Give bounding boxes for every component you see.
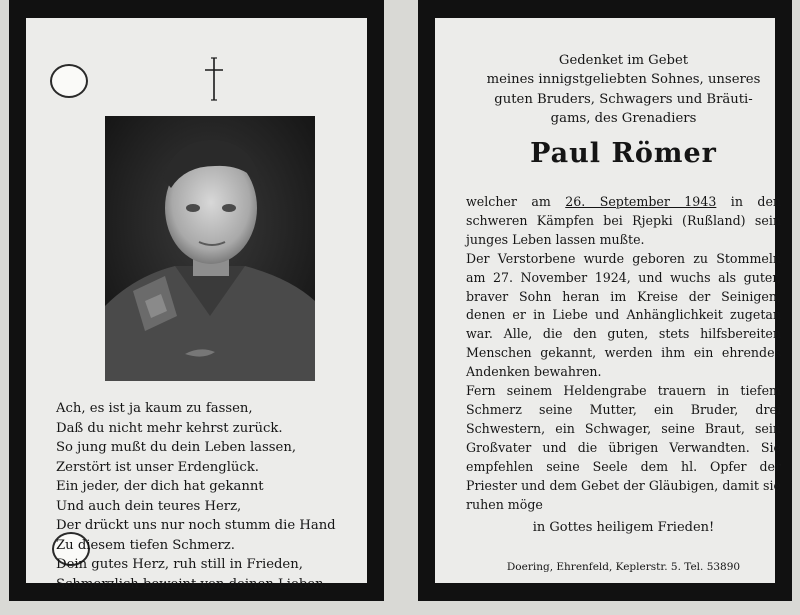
memorial-card-left bbox=[9, 0, 384, 601]
poem-line: Daß du nicht mehr kehrst zurück. bbox=[56, 420, 283, 436]
punch-hole bbox=[50, 64, 88, 98]
memorial-card-right bbox=[418, 0, 792, 601]
obituary-text bbox=[466, 193, 781, 514]
heading: Gedenket im Gebet bbox=[558, 53, 689, 68]
card-right-inner bbox=[435, 18, 782, 583]
poem-line: Der drückt uns nur noch stumm die Hand bbox=[56, 518, 336, 533]
death-text-b: in den schweren Kämpfen bei Rjepki (Rußland) sein junges Leben lassen mußte. bbox=[466, 194, 782, 247]
intro-line: guten Bruders, Schwagers und Bräuti- bbox=[494, 91, 753, 107]
poem-line: Dein gutes Herz, ruh still in Frieden, bbox=[56, 557, 303, 572]
printer-imprint: Doering, Ehrenfeld, Keplerstr. 5. Tel. 53890 bbox=[506, 561, 741, 573]
poem-line: So jung mußt du dein Leben lassen, bbox=[56, 440, 297, 455]
intro-line: meines innigstgeliebten Sohnes, unseres bbox=[486, 72, 761, 88]
intro-line: gams, des Grenadiers bbox=[550, 111, 697, 127]
poem bbox=[56, 399, 371, 594]
card-left-inner bbox=[26, 18, 367, 592]
portrait-photo bbox=[105, 116, 315, 381]
cross-icon bbox=[202, 56, 226, 102]
poem-line: Zerstört ist unser Erdenglück. bbox=[56, 459, 259, 475]
poem-line: Schmerzlich beweint von deinen Lieben. bbox=[56, 576, 328, 592]
poem-line: Ach, es ist ja kaum zu fassen, bbox=[56, 401, 253, 416]
paragraph-mourners: Fern seinem Heldengrabe trauern in tiefem Schmerz seine Mutter, ein Bruder, drei Schwestern, ein Schwager, seine Braut, sein Großvater und die übrigen Verwandten. Sie empfehlen seine Seele dem hl. Opfer der Priester und dem Gebet der Gläubigen, damit sie ruhen möge bbox=[466, 383, 781, 512]
death-date: 26. September 1943 bbox=[565, 194, 717, 209]
soldier-portrait-image bbox=[105, 116, 315, 381]
paragraph-life: Der Verstorbene wurde geboren zu Stommeln am 27. November 1924, und wuchs als guter, braver Sohn heran im Kreise der Seinigen, denen er in Liebe und Anhänglichkeit zugetan war. Alle, die den guten, stets hilfsbereiten Menschen gekannt, werden ihm ein ehrendes Andenken bewahren. bbox=[466, 250, 781, 380]
intro-block bbox=[466, 51, 781, 129]
paragraph-death bbox=[466, 193, 781, 250]
death-text-a: welcher am bbox=[466, 194, 566, 209]
poem-line: Zu diesem tiefen Schmerz. bbox=[56, 537, 235, 553]
poem-line: Und auch dein teures Herz, bbox=[56, 498, 242, 514]
poem-line: Ein jeder, der dich hat gekannt bbox=[56, 479, 264, 494]
deceased-name: Paul Römer bbox=[530, 138, 717, 169]
closing-line: in Gottes heiligem Frieden! bbox=[532, 520, 715, 535]
